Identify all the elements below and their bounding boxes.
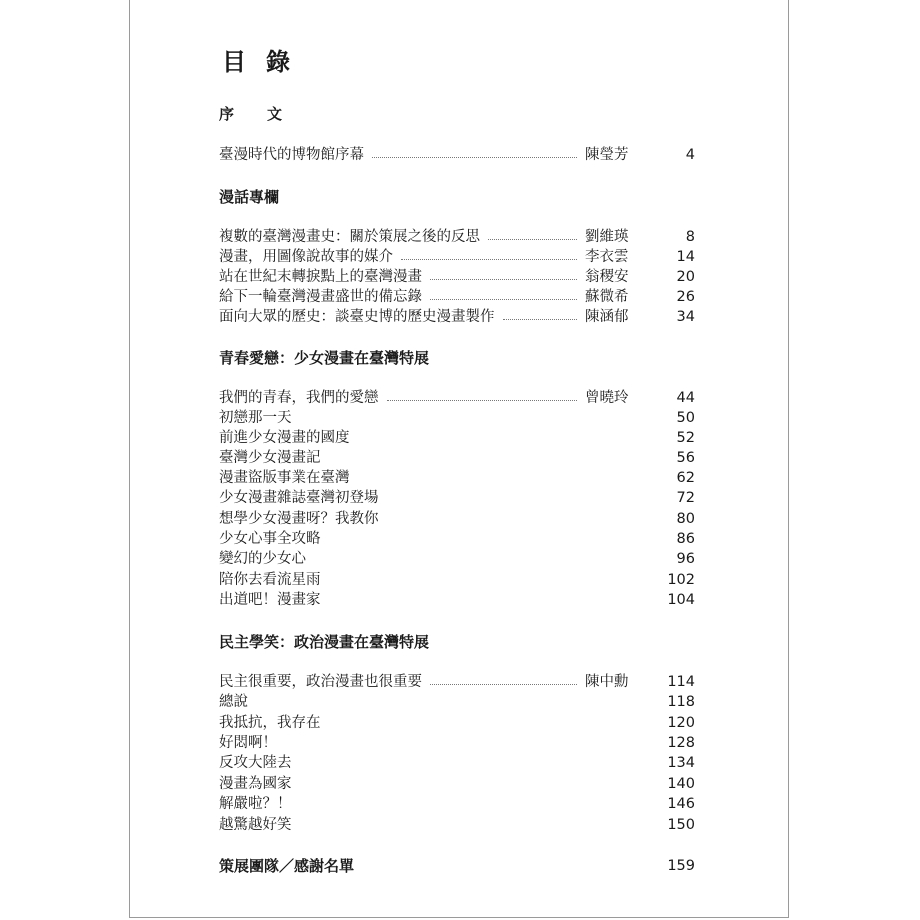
entry-page: 159 [667, 858, 695, 874]
entry-page: 56 [676, 450, 695, 466]
toc-entry[interactable] [219, 145, 695, 165]
entry-page: 8 [685, 229, 695, 245]
entry-title: 我抵抗，我存在 [219, 715, 321, 731]
toc-entry[interactable] [219, 794, 695, 814]
entry-page: 102 [667, 572, 695, 588]
toc-entry[interactable] [219, 570, 695, 590]
entry-author: 陳涵郁 [585, 309, 629, 325]
entry-author: 陳瑩芳 [585, 147, 629, 163]
section-heading-political-exhibition: 民主學笑：政治漫畫在臺灣特展 [219, 633, 430, 651]
entry-author: 蘇微希 [585, 289, 629, 305]
toc-entry[interactable] [219, 733, 695, 753]
entry-title: 我們的青春，我們的愛戀 [219, 390, 379, 406]
entry-page: 96 [676, 551, 695, 567]
entry-page: 4 [685, 147, 695, 163]
dot-leader [372, 157, 577, 158]
entry-title: 民主很重要，政治漫畫也很重要 [219, 674, 422, 690]
dot-leader [430, 279, 577, 280]
toc-entry[interactable] [219, 448, 695, 468]
entry-title: 給下一輪臺灣漫畫盛世的備忘錄 [219, 289, 422, 305]
toc-entry[interactable] [219, 509, 695, 529]
entry-title: 越驚越好笑 [219, 817, 292, 833]
entry-page: 120 [667, 715, 695, 731]
entry-title: 變幻的少女心 [219, 551, 306, 567]
entry-page: 72 [676, 490, 695, 506]
entry-title: 漫畫，用圖像說故事的媒介 [219, 249, 393, 265]
entry-title: 想學少女漫畫呀？我教你 [219, 511, 379, 527]
toc-entry[interactable] [219, 488, 695, 508]
toc-entry[interactable] [219, 267, 695, 287]
toc-entry[interactable] [219, 428, 695, 448]
entry-title: 複數的臺灣漫畫史：關於策展之後的反思 [219, 229, 480, 245]
entry-page: 62 [676, 470, 695, 486]
dot-leader [387, 400, 577, 401]
entry-author: 劉維瑛 [585, 229, 629, 245]
dot-leader [503, 319, 577, 320]
section-heading-credits: 策展團隊／感謝名單 [219, 857, 355, 875]
entry-title: 初戀那一天 [219, 410, 292, 426]
entry-page: 14 [676, 249, 695, 265]
entry-title: 面向大眾的歷史：談臺史博的歷史漫畫製作 [219, 309, 495, 325]
entry-page: 80 [676, 511, 695, 527]
entry-title: 陪你去看流星雨 [219, 572, 321, 588]
entry-author: 曾曉玲 [585, 390, 629, 406]
dot-leader [430, 684, 577, 685]
entry-title: 站在世紀末轉捩點上的臺灣漫畫 [219, 269, 422, 285]
toc-entry[interactable] [219, 529, 695, 549]
toc-entry[interactable] [219, 247, 695, 267]
entry-title: 臺漫時代的博物館序幕 [219, 147, 364, 163]
toc-entry[interactable] [219, 227, 695, 247]
entry-page: 128 [667, 735, 695, 751]
entry-page: 34 [676, 309, 695, 325]
entry-title: 解嚴啦？！ [219, 796, 292, 812]
page-title: 目錄 [222, 47, 310, 76]
entry-page: 118 [667, 694, 695, 710]
entry-title: 漫畫為國家 [219, 776, 292, 792]
entry-title: 少女心事全攻略 [219, 531, 321, 547]
entry-page: 44 [676, 390, 695, 406]
toc-entry[interactable] [219, 388, 695, 408]
toc-entry[interactable] [219, 815, 695, 835]
dot-leader [401, 259, 577, 260]
entry-title: 好悶啊！ [219, 735, 277, 751]
dot-leader [488, 239, 577, 240]
entry-title: 漫畫盜版事業在臺灣 [219, 470, 350, 486]
toc-entry[interactable] [219, 287, 695, 307]
section-heading-column: 漫話專欄 [219, 188, 280, 206]
book-page [129, 0, 789, 918]
toc-entry[interactable] [219, 590, 695, 610]
entry-page: 150 [667, 817, 695, 833]
entry-title: 臺灣少女漫畫記 [219, 450, 321, 466]
toc-entry[interactable] [219, 774, 695, 794]
entry-page: 140 [667, 776, 695, 792]
toc-entry[interactable] [219, 692, 695, 712]
entry-author: 李衣雲 [585, 249, 629, 265]
entry-title: 反攻大陸去 [219, 755, 292, 771]
entry-page: 104 [667, 592, 695, 608]
entry-title: 出道吧！漫畫家 [219, 592, 321, 608]
entry-page: 86 [676, 531, 695, 547]
entry-title: 前進少女漫畫的國度 [219, 430, 350, 446]
entry-page: 26 [676, 289, 695, 305]
entry-page: 134 [667, 755, 695, 771]
section-heading-shoujo-exhibition: 青春愛戀：少女漫畫在臺灣特展 [219, 349, 430, 367]
toc-entry[interactable] [219, 549, 695, 569]
entry-author: 翁稷安 [585, 269, 629, 285]
toc-entry[interactable] [219, 408, 695, 428]
entry-author: 陳中勳 [585, 674, 629, 690]
toc-entry[interactable] [219, 672, 695, 692]
entry-title: 少女漫畫雜誌臺灣初登場 [219, 490, 379, 506]
toc-entry[interactable] [219, 307, 695, 327]
entry-title: 總說 [219, 694, 248, 710]
entry-page: 50 [676, 410, 695, 426]
entry-page: 146 [667, 796, 695, 812]
toc-entry[interactable] [219, 713, 695, 733]
entry-page: 114 [667, 674, 695, 690]
entry-page: 52 [676, 430, 695, 446]
toc-entry[interactable] [219, 753, 695, 773]
toc-entry-credits[interactable] [219, 855, 695, 877]
toc-entry[interactable] [219, 468, 695, 488]
dot-leader [430, 299, 577, 300]
entry-page: 20 [676, 269, 695, 285]
section-heading-preface: 序文 [219, 105, 316, 123]
